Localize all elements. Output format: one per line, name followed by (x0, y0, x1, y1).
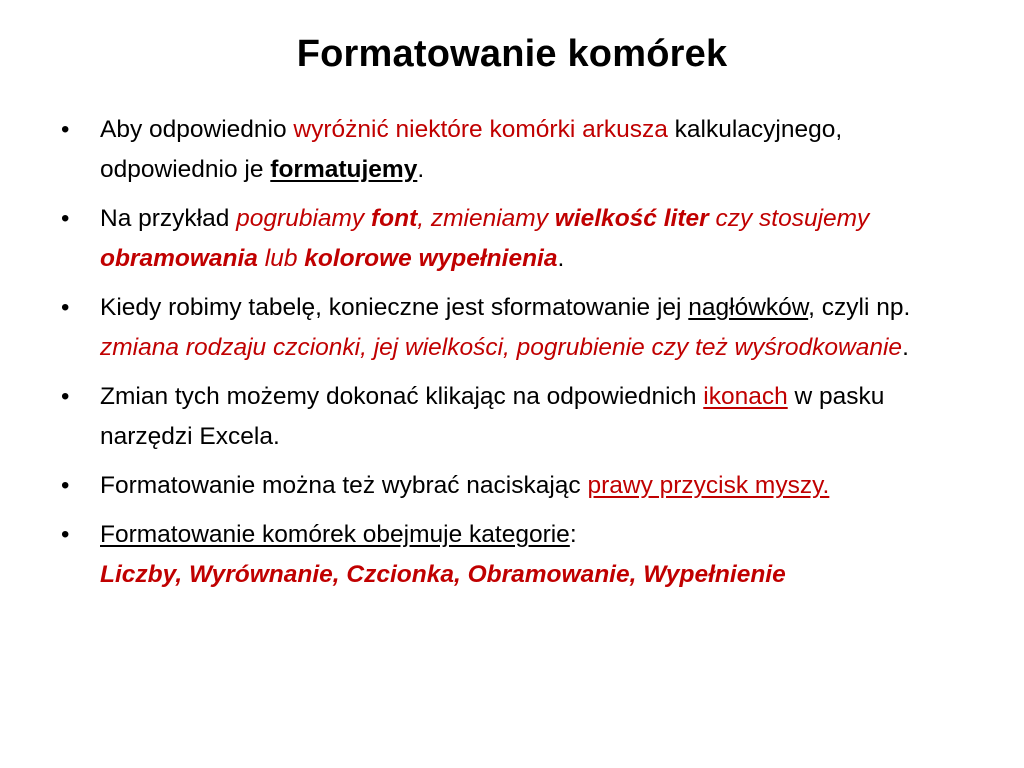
bullet-dot-icon: • (61, 472, 70, 499)
bullet-3-italic-example: zmiana rodzaju czcionki, jej wielkości, pogrubienie czy też wyśrodkowanie (100, 334, 903, 361)
bullet-list (55, 110, 955, 595)
bullet-item-1 (55, 110, 955, 190)
slide-title: Formatowanie komórek (296, 33, 728, 75)
bullet-2-text-1: Na przykład (100, 205, 237, 232)
bullet-6-colon: : (569, 521, 577, 548)
bullet-dot-icon: • (61, 205, 70, 232)
bullet-item-4 (55, 377, 955, 457)
bullet-2-keyword-font: font (371, 205, 418, 232)
bullet-5-keyword-prawy-przycisk: prawy przycisk myszy. (587, 472, 830, 499)
bullet-2-keyword-wielkosc-liter: wielkość liter (554, 205, 709, 232)
bullet-item-6 (55, 515, 955, 595)
bullet-2-italic-4: lub (257, 245, 305, 272)
bullet-1-period: . (417, 156, 425, 183)
bullet-3-period: . (902, 334, 909, 361)
bullet-dot-icon: • (61, 521, 70, 548)
bullet-item-5 (55, 466, 955, 506)
bullet-2-italic-3: czy stosujemy (708, 205, 870, 232)
bullet-2-period: . (557, 245, 565, 272)
bullet-5-text-1: Formatowanie można też wybrać naciskając (100, 472, 588, 499)
bullet-2-italic-1: pogrubiamy (236, 205, 371, 232)
bullet-dot-icon: • (61, 116, 70, 143)
bullet-6-heading: Formatowanie komórek obejmuje kategorie (100, 521, 570, 548)
bullet-1-keyword-formatujemy: formatujemy (270, 156, 418, 183)
bullet-3-text-1: Kiedy robimy tabelę, konieczne jest sformatowanie jej (100, 294, 689, 321)
bullet-2-italic-2: , zmieniamy (417, 205, 555, 232)
bullet-1-text-2: kalkulacyjnego, odpowiednio je (100, 116, 843, 183)
bullet-3-text-2: , czyli np. (808, 294, 911, 321)
bullet-3-keyword-naglowkow: nagłówków (688, 294, 809, 321)
bullet-4-text-1: Zmian tych możemy dokonać klikając na odpowiednich (100, 383, 704, 410)
bullet-item-3 (55, 288, 955, 368)
bullet-item-2 (55, 199, 955, 279)
bullet-1-text-1: Aby odpowiednio (100, 116, 294, 143)
bullet-6-categories: Liczby, Wyrównanie, Czcionka, Obramowanie, Wypełnienie (100, 561, 786, 588)
bullet-4-keyword-ikonach: ikonach (703, 383, 788, 410)
bullet-2-keyword-obramowania: obramowania (100, 245, 258, 272)
bullet-dot-icon: • (61, 294, 70, 321)
bullet-dot-icon: • (61, 383, 70, 410)
bullet-4-text-2: w pasku narzędzi Excela. (100, 383, 885, 450)
bullet-1-highlight: wyróżnić niektóre komórki arkusza (293, 116, 668, 143)
bullet-2-keyword-kolorowe-wypelnienia: kolorowe wypełnienia (304, 245, 558, 272)
